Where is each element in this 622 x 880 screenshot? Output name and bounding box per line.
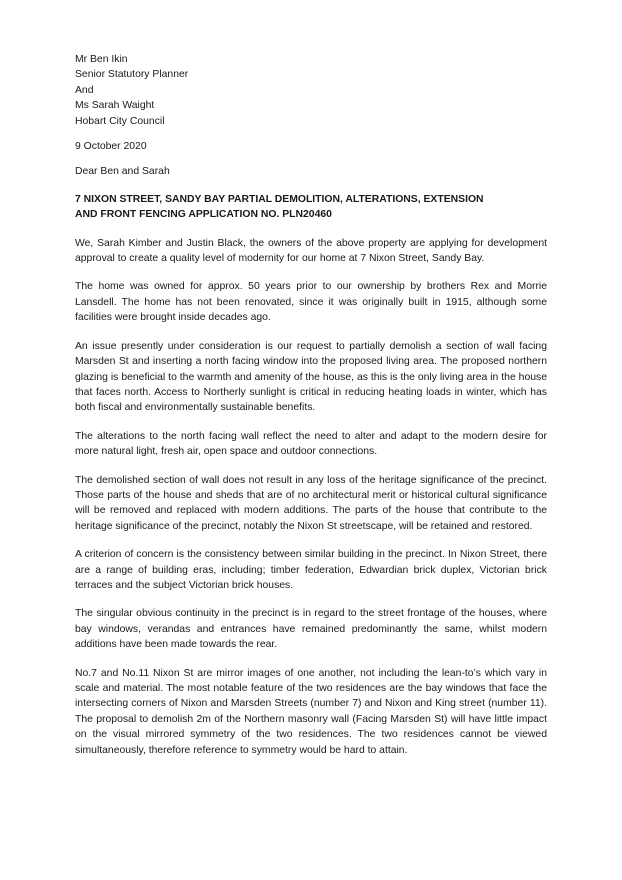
paragraph: We, Sarah Kimber and Justin Black, the owners of the above property are applying for development approval to create a quality level of modernity for our home at 7 Nixon Street, Sandy Bay. [75, 237, 547, 265]
letter-date: 9 October 2020 [75, 141, 147, 153]
recipient-address [75, 52, 547, 129]
subject-line-2: AND FRONT FENCING APPLICATION NO. PLN20460 [75, 209, 332, 221]
paragraph: No.7 and No.11 Nixon St are mirror images of one another, not including the lean-to’s which vary in scale and material. The most notable feature of the two residences are the bay windows that face the intersecting corners of Nixon and Marsden Streets (number 7) and Nixon and King street (number 11). The proposal to demolish 2m of the Northern masonry wall (Facing Marsden St) will have little impact on the visual mirrored symmetry of the two residences. The two residences cannot be viewed simultaneously, therefore reference to symmetry would be hard to attain. [75, 667, 547, 756]
recipient-line: Ms Sarah Waight [75, 100, 155, 112]
paragraph: The demolished section of wall does not result in any loss of the heritage significance of the precinct. Those parts of the house and sheds that are of no architectural merit or historical cultural significance will be removed and replaced with modern additions. The parts of the house that contribute to the heritage significance of the precinct, notably the Nixon St streetscape, will be retained and restored. [75, 474, 547, 532]
paragraph: The singular obvious continuity in the precinct is in regard to the street frontage of the houses, where bay windows, verandas and entrances have remained predominantly the same, whilst modern additions have been made towards the rear. [75, 608, 547, 651]
paragraph: The home was owned for approx. 50 years prior to our ownership by brothers Rex and Morrie Lansdell. The home has not been renovated, since it was originally built in 1915, although some facilities were brought inside decades ago. [75, 281, 547, 324]
paragraph: The alterations to the north facing wall reflect the need to alter and adapt to the modern desire for more natural light, fresh air, open space and outdoor connections. [75, 430, 547, 458]
salutation: Dear Ben and Sarah [75, 166, 170, 178]
recipient-line: Mr Ben Ikin [75, 54, 128, 65]
recipient-line: Hobart City Council [75, 115, 165, 127]
letter-body [75, 52, 547, 771]
paragraph: A criterion of concern is the consistency between similar building in the precinct. In Nixon Street, there are a range of building eras, including; timber federation, Edwardian brick duplex, Victorian brick terraces and the subject Victorian brick houses. [75, 549, 547, 591]
subject-heading [75, 192, 547, 223]
paragraph: An issue presently under consideration is our request to partially demolish a section of wall facing Marsden St and inserting a north facing window into the proposed living area. The proposed northern glazing is beneficial to the warmth and amenity of the house, as this is the only living area in the house that faces north. Access to Northerly sunlight is critical in reducing heating loads in winter, which has both fiscal and environmentally sustainable benefits. [75, 340, 547, 414]
subject-line-1: 7 NIXON STREET, SANDY BAY PARTIAL DEMOLITION, ALTERATIONS, EXTENSION [75, 193, 484, 205]
recipient-line: And [75, 84, 94, 96]
recipient-line: Senior Statutory Planner [75, 69, 189, 81]
